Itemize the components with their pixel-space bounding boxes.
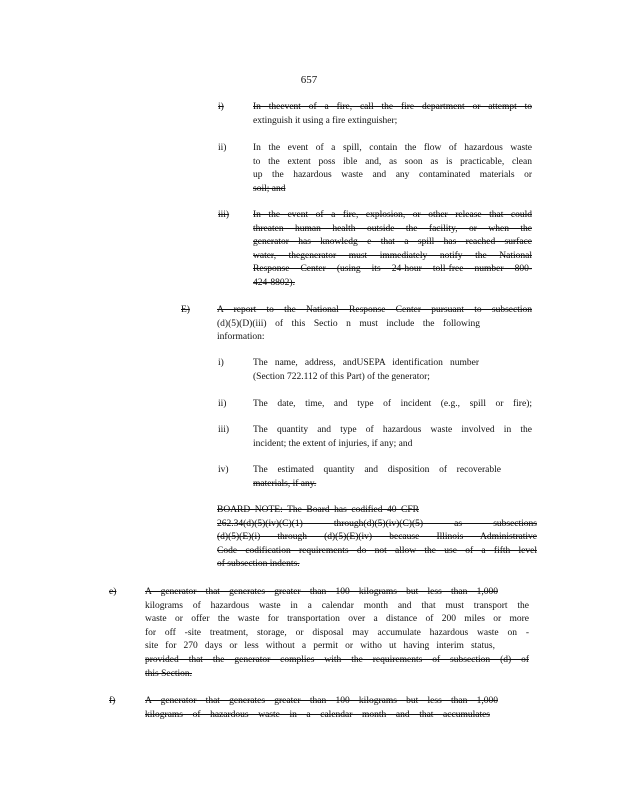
item-iii-quantity-text [253, 424, 532, 451]
text-line: The date, time, and type of incident (e.g., spill or fire); [253, 399, 532, 409]
item-iii-release-text [253, 209, 532, 291]
item-label-i-fire: i) [218, 102, 224, 112]
text-line: to the extent poss ible and, as soon as is practicable, clean [253, 156, 532, 167]
item-label-ii-spill: ii) [218, 143, 227, 153]
item-label-ii-date: ii) [218, 399, 227, 409]
item-label-iii-quantity: iii) [218, 425, 230, 435]
text-line: this Section. [145, 668, 192, 679]
item-i-name-text [253, 357, 479, 384]
text-line: extinguish it using a fire extinguisher; [253, 115, 398, 126]
item-f-generator-text [145, 695, 529, 722]
item-label-iv-estimated: iv) [218, 465, 229, 475]
item-iv-estimated-text [253, 464, 501, 491]
text-line: 262.34(d)(5)(iv)(C)(1) through(d)(5)(iv)(C)(5) as subsections [217, 518, 537, 529]
text-line: Response Center (using its 24-hour toll-free number 800- [253, 264, 532, 275]
item-label-iii-release: iii) [218, 210, 230, 220]
text-line: (d)(5)(D)(iii) of this Sectio n must include the following [217, 318, 480, 329]
text-line: up the hazardous waste and any contaminated materials or [253, 170, 532, 181]
text-line: In the event of a spill, contain the flow of hazardous waste [253, 143, 532, 153]
text-line: A report to the National Response Center pursuant to subsection [217, 305, 532, 315]
item-label-f-generator: f) [109, 696, 116, 706]
text-line: 424-8802). [253, 277, 295, 288]
text-line: provided that the generator complies with the requirements of subsection (d) of [145, 654, 529, 665]
text-line: In the event of a fire, explosion, or other release that could [253, 210, 532, 220]
item-label-E-report: E) [181, 305, 190, 315]
text-line: waste or offer the waste for transportation over a distance of 200 miles or more [145, 614, 529, 625]
text-line: (d)(5)(E)(i) through (d)(5)(E)(iv) because Illinois Administrative [217, 532, 537, 543]
text-line: A generator that generates greater than 100 kilograms but less than 1,000 [145, 696, 498, 706]
text-line: kilograms of hazardous waste in a calendar month and that accumulates [145, 709, 490, 720]
text-line: Code codification requirements do not allow the use of a fifth level [217, 545, 537, 556]
text-line: (Section 722.112 of this Part) of the generator; [253, 371, 430, 382]
board-note [217, 504, 537, 572]
text-line: soil; and [253, 183, 286, 194]
text-line: of subsection indents. [217, 559, 300, 570]
item-ii-spill-text [253, 142, 532, 196]
text-line: incident; the extent of injuries, if any; and [253, 438, 413, 449]
item-label-e-generator: e) [109, 587, 117, 597]
text-line: for off -site treatment, storage, or disposal may accumulate hazardous waste on - [145, 627, 529, 638]
text-line: threaten human health outside the facility, or when the [253, 223, 532, 234]
text-line: The quantity and type of hazardous waste involved in the [253, 425, 532, 435]
text-line: In theevent of a fire, call the fire department or attempt to [253, 102, 532, 112]
item-label-i-name: i) [218, 358, 224, 368]
text-line: BOARD NOTE: The Board has codified 40 CFR [217, 505, 419, 515]
text-line: information: [217, 332, 265, 343]
page-number: 657 [300, 74, 318, 86]
item-ii-date-text [253, 398, 532, 412]
item-E-report-text [217, 304, 532, 345]
text-line: materials, if any. [253, 478, 317, 489]
text-line: The name, address, andUSEPA identification number [253, 358, 479, 368]
text-line: water, thegenerator must immediately notify the National [253, 250, 532, 261]
text-line: The estimated quantity and disposition of recoverable [253, 465, 501, 475]
text-line: site for 270 days or less without a permit or witho ut having interim status, [145, 641, 495, 652]
item-e-generator-text [145, 586, 529, 681]
text-line: kilograms of hazardous waste in a calendar month and that must transport the [145, 600, 529, 611]
text-line: generator has knowledg e that a spill has reached surface [253, 237, 532, 248]
text-line: A generator that generates greater than 100 kilograms but less than 1,000 [145, 587, 498, 597]
item-i-fire-text [253, 101, 532, 128]
